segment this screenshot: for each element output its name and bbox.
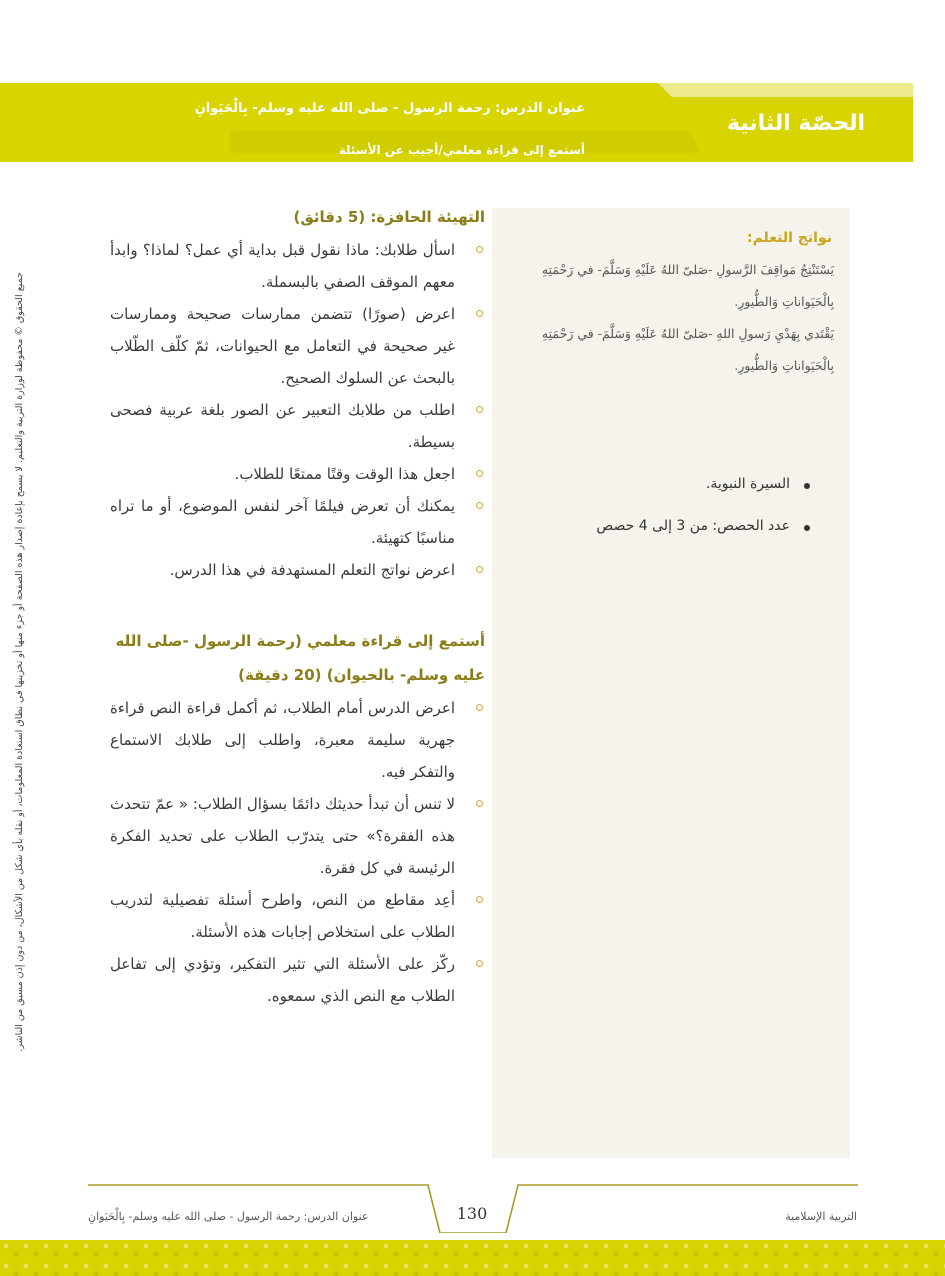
circle-bullet-icon bbox=[476, 406, 483, 413]
list-item: اطلب من طلابك التعبير عن الصور بلغة عربية فصحى بسيطة. bbox=[110, 394, 485, 458]
circle-bullet-icon bbox=[476, 960, 483, 967]
list-item: اجعل هذا الوقت وقتًا ممتعًا للطلاب. bbox=[110, 458, 485, 490]
warmup-time: (5 دقائق) bbox=[293, 208, 366, 226]
circle-bullet-icon bbox=[476, 800, 483, 807]
info-list bbox=[596, 476, 810, 560]
circle-bullet-icon bbox=[476, 566, 483, 573]
lesson-title: عنوان الدرس: رحمة الرسول - صلى الله عليه وسلم- بِالْحَيَوانِ bbox=[194, 101, 585, 116]
info-item: السيرة النبوية. bbox=[596, 476, 810, 492]
list-item: ركّز على الأسئلة التي تثير التفكير، وتؤدي إلى تفاعل الطلاب مع النص الذي سمعوه. bbox=[110, 948, 485, 1012]
outcomes-box bbox=[492, 208, 850, 1158]
outcomes-heading: نواتج التعلم: bbox=[746, 230, 832, 246]
bottom-decorative-band bbox=[0, 1240, 945, 1276]
listening-heading bbox=[110, 624, 485, 692]
list-item: اعرض الدرس أمام الطلاب، ثم أكمل قراءة النص قراءة جهرية سليمة معبرة، واطلب إلى طلابك الاستماع والتفكر فيه. bbox=[110, 692, 485, 788]
list-item: يمكنك أن تعرض فيلمًا آخر لنفس الموضوع، أو ما تراه مناسبًا كتهيئة. bbox=[110, 490, 485, 554]
circle-bullet-icon bbox=[476, 310, 483, 317]
circle-bullet-icon bbox=[476, 896, 483, 903]
page-number: 130 bbox=[456, 1204, 488, 1223]
circle-bullet-icon bbox=[476, 502, 483, 509]
list-item: اسأل طلابك: ماذا نقول قبل بداية أي عمل؟ لماذا؟ وابدأ معهم الموقف الصفي بالبسملة. bbox=[110, 234, 485, 298]
lesson-subtitle: أستمع إلى قراءة معلمي/أجيب عن الأسئلة bbox=[338, 143, 585, 157]
warmup-heading bbox=[110, 200, 485, 234]
info-item: عدد الحصص: من 3 إلى 4 حصص bbox=[596, 518, 810, 534]
outcome-line: بِالْحَيَواناتِ وَالطُّيورِ. bbox=[734, 358, 834, 373]
copyright-note: جميع الحقوق © محفوظة لوزارة التربية والتعليم. لا يسمح بإعادة إصدار هذه الصفحة أو جزء منها أو تخزينها في نطاق استعادة المعلومات، أو نقله بأي شكل من الأشكال، من دون إذن مسبق من الناشر. bbox=[14, 272, 25, 1052]
footer-subject: التربية الإسلامية bbox=[785, 1210, 857, 1223]
list-item: لا تنس أن تبدأ حديثك دائمًا بسؤال الطلاب: « عمّ تتحدث هذه الفقرة؟» حتى يتدرّب الطلاب على تحديد الفكرة الرئيسة في كل فقرة. bbox=[110, 788, 485, 884]
list-item: اعرض نواتج التعلم المستهدفة في هذا الدرس. bbox=[110, 554, 485, 586]
outcome-line: يَقْتَدي بِهَدْيِ رَسولِ اللهِ -صَلىّ اللهُ عَلَيْهِ وَسَلَّمَ- في رَحْمَتِهِ bbox=[541, 326, 834, 341]
outcome-line: يَسْتَنْتِجُ مَواقِفَ الرَّسولِ -صَلىّ اللهُ عَلَيْهِ وَسَلَّمَ- في رَحْمَتِهِ bbox=[541, 262, 834, 277]
listening-time: (20 دقيقة) bbox=[238, 666, 322, 684]
session-title: الحصّة الثانية bbox=[727, 111, 865, 136]
list-item: اعرض (صورًا) تتضمن ممارسات صحيحة وممارسات غير صحيحة في التعامل مع الحيوانات، ثمّ كلّف الطّلاب بالبحث عن السلوك الصحيح. bbox=[110, 298, 485, 394]
circle-bullet-icon bbox=[476, 704, 483, 711]
bullet-dot-icon bbox=[804, 483, 810, 489]
header-band bbox=[0, 83, 913, 162]
listening-title: أستمع إلى قراءة معلمي (رحمة الرسول -صلى الله عليه وسلم- بالحيوان) bbox=[115, 632, 485, 684]
list-item: أعِد مقاطع من النص، واطرح أسئلة تفصيلية لتدريب الطلاب على استخلاص إجابات هذه الأسئلة. bbox=[110, 884, 485, 948]
circle-bullet-icon bbox=[476, 246, 483, 253]
bullet-dot-icon bbox=[804, 525, 810, 531]
footer-lesson: عنوان الدرس: رحمة الرسول - صلى الله عليه وسلم- بِالْحَيَوانِ bbox=[88, 1210, 369, 1223]
outcome-line: بِالْحَيَواناتِ وَالطُّيورِ. bbox=[734, 294, 834, 309]
main-content bbox=[110, 200, 485, 1012]
warmup-title: التهيئة الحافزة: bbox=[370, 208, 485, 226]
circle-bullet-icon bbox=[476, 470, 483, 477]
